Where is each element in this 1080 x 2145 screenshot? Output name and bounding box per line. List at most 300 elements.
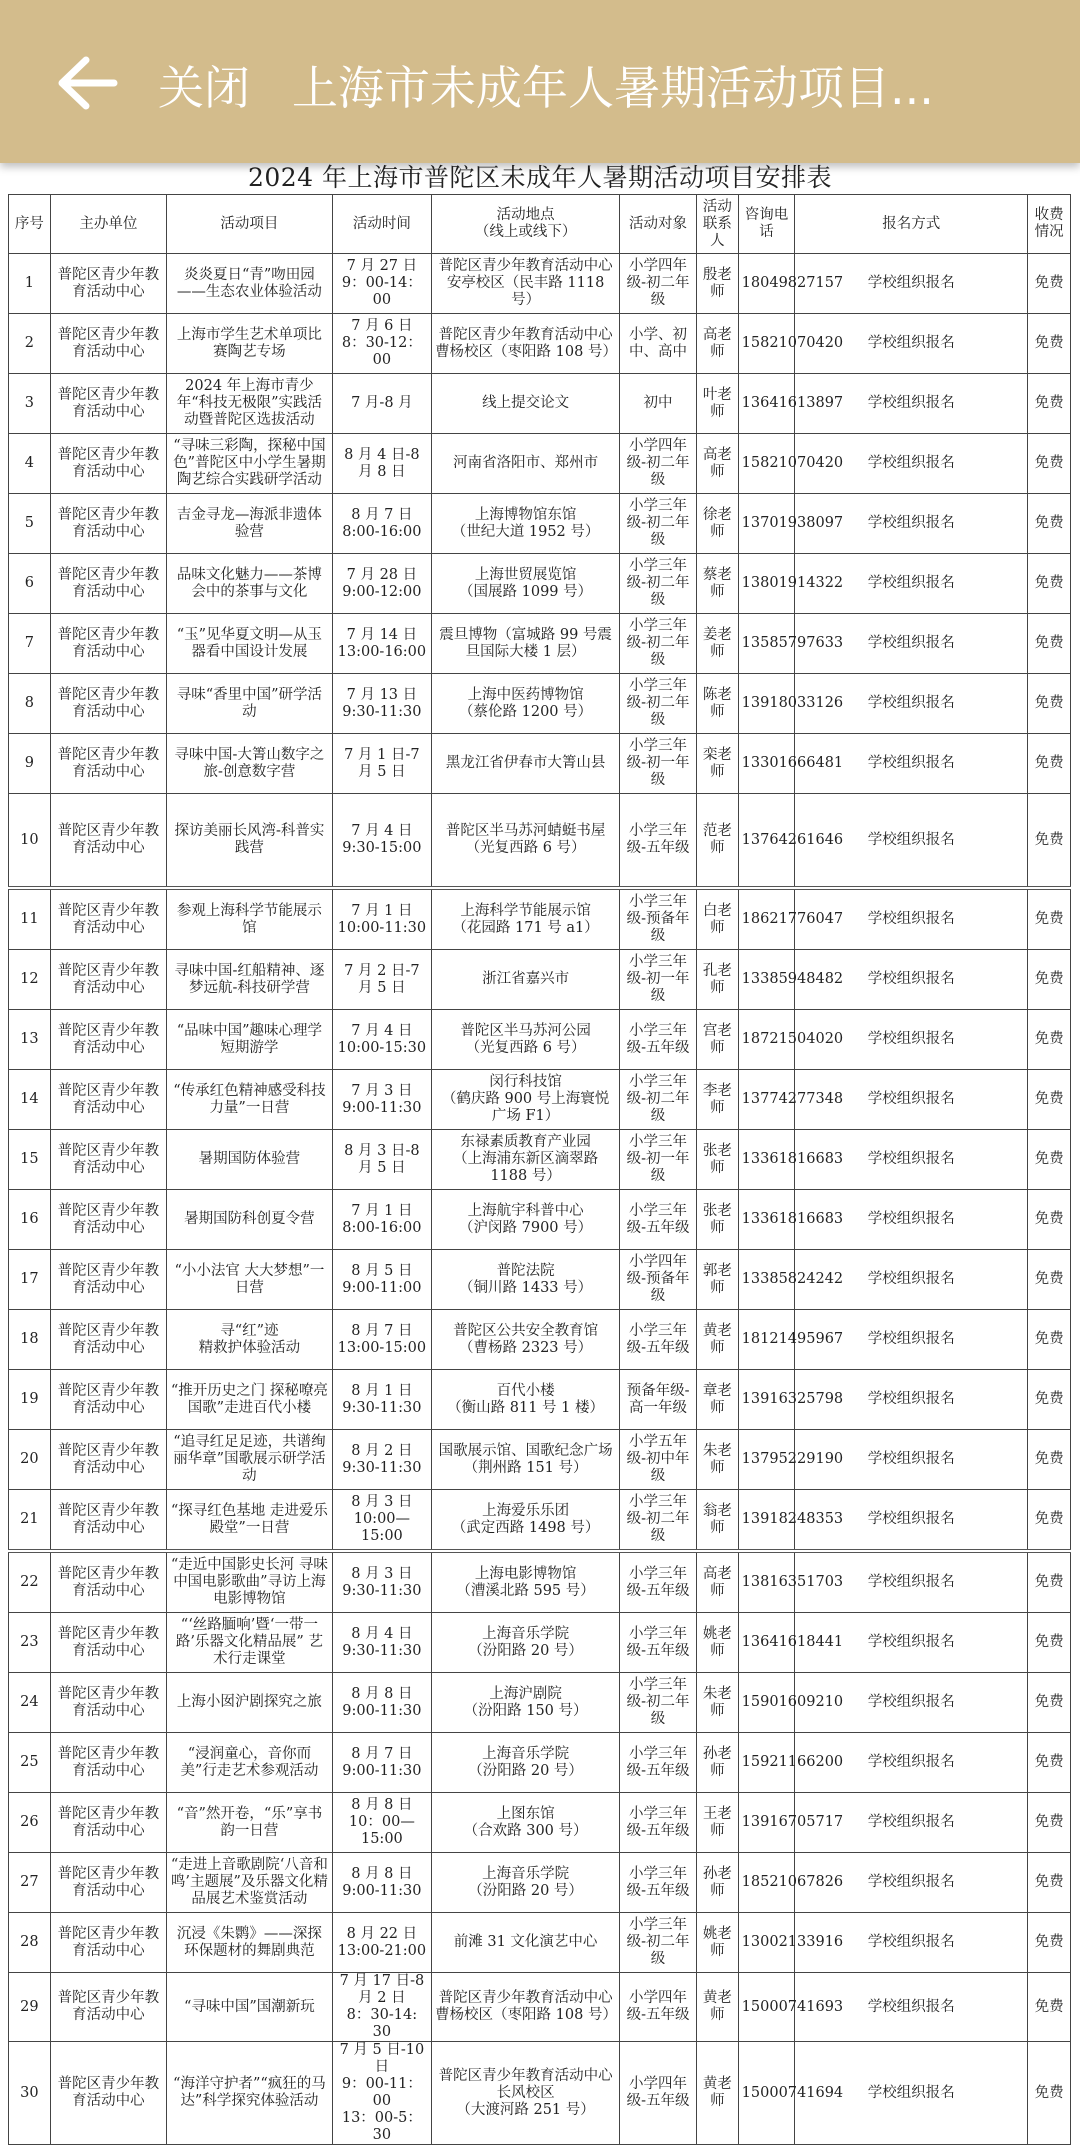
col-signup: 学校组织报名 xyxy=(795,1010,1028,1070)
col-activity: 品味文化魅力——茶博会中的茶事与文化 xyxy=(167,554,333,614)
col-index: 27 xyxy=(9,1853,51,1913)
col-contact: 李老师 xyxy=(697,1070,739,1130)
col-contact: 殷老师 xyxy=(697,254,739,314)
table-row xyxy=(9,494,1071,554)
col-signup: 学校组织报名 xyxy=(795,494,1028,554)
header-col-time: 活动时间 xyxy=(332,195,431,254)
col-activity: 寻味中国-大箐山数字之旅-创意数字营 xyxy=(167,734,333,794)
col-organizer: 普陀区青少年教育活动中心 xyxy=(50,674,166,734)
col-location: 浙江省嘉兴市 xyxy=(432,950,620,1010)
col-organizer: 普陀区青少年教育活动中心 xyxy=(50,1613,166,1673)
col-location: 震旦博物（富城路 99 号震旦国际大楼 1 层） xyxy=(432,614,620,674)
col-fee: 免费 xyxy=(1028,1673,1071,1733)
col-phone: 13385948482 xyxy=(738,950,795,1010)
col-signup: 学校组织报名 xyxy=(795,1490,1028,1552)
col-contact: 姚老师 xyxy=(697,1913,739,1973)
col-contact: 高老师 xyxy=(697,434,739,494)
col-phone: 13816351703 xyxy=(738,1551,795,1613)
col-target: 小学三年级-初二年级 xyxy=(620,1673,697,1733)
col-time: 8 月 3 日 10:00—15:00 xyxy=(332,1490,431,1552)
col-time: 8 月 7 日 13:00-15:00 xyxy=(332,1310,431,1370)
col-contact: 白老师 xyxy=(697,888,739,950)
col-activity: “探寻红色基地 走进爱乐殿堂”一日营 xyxy=(167,1490,333,1552)
col-location: 河南省洛阳市、郑州市 xyxy=(432,434,620,494)
table-row xyxy=(9,614,1071,674)
col-index: 24 xyxy=(9,1673,51,1733)
col-index: 16 xyxy=(9,1190,51,1250)
table-row xyxy=(9,1793,1071,1853)
col-activity: “走进上音歌剧院‘八音和鸣’主题展”及乐器文化精品展艺术鉴赏活动 xyxy=(167,1853,333,1913)
col-contact: 黄老师 xyxy=(697,1973,739,2042)
col-target: 小学三年级-初二年级 xyxy=(620,1913,697,1973)
col-contact: 徐老师 xyxy=(697,494,739,554)
col-phone: 15901609210 xyxy=(738,1673,795,1733)
col-activity: 探访美丽长风湾-科普实践营 xyxy=(167,794,333,889)
col-activity: “‘丝路腼响’暨‘一带一路’乐器文化精品展” 艺术行走课堂 xyxy=(167,1613,333,1673)
table-row xyxy=(9,794,1071,889)
col-target: 小学三年级-初一年级 xyxy=(620,950,697,1010)
col-contact: 张老师 xyxy=(697,1130,739,1190)
col-index: 12 xyxy=(9,950,51,1010)
col-phone: 15000741694 xyxy=(738,2042,795,2145)
col-time: 8 月 2 日 9:30-11:30 xyxy=(332,1430,431,1490)
col-organizer: 普陀区青少年教育活动中心 xyxy=(50,614,166,674)
col-signup: 学校组织报名 xyxy=(795,2042,1028,2145)
col-phone: 15821070420 xyxy=(738,434,795,494)
col-phone: 13916705717 xyxy=(738,1793,795,1853)
col-location: 普陀区青少年教育活动中心安亭校区（民丰路 1118 号） xyxy=(432,254,620,314)
col-signup: 学校组织报名 xyxy=(795,1913,1028,1973)
col-target: 小学三年级-五年级 xyxy=(620,1793,697,1853)
col-phone: 13918248353 xyxy=(738,1490,795,1552)
col-location: 普陀区半马苏河公园 （光复西路 6 号） xyxy=(432,1010,620,1070)
col-target: 小学三年级-五年级 xyxy=(620,1010,697,1070)
col-index: 30 xyxy=(9,2042,51,2145)
back-arrow-icon[interactable] xyxy=(52,50,122,116)
col-signup: 学校组织报名 xyxy=(795,888,1028,950)
col-fee: 免费 xyxy=(1028,1130,1071,1190)
col-location: 上海音乐学院 （汾阳路 20 号） xyxy=(432,1613,620,1673)
document-title: 2024 年上海市普陀区未成年人暑期活动项目安排表 xyxy=(247,163,833,192)
col-index: 23 xyxy=(9,1613,51,1673)
col-contact: 孙老师 xyxy=(697,1733,739,1793)
col-activity: 暑期国防科创夏令营 xyxy=(167,1190,333,1250)
col-location: 上海音乐学院 （汾阳路 20 号） xyxy=(432,1733,620,1793)
col-fee: 免费 xyxy=(1028,1250,1071,1310)
col-phone: 18049827157 xyxy=(738,254,795,314)
col-fee: 免费 xyxy=(1028,1310,1071,1370)
table-row xyxy=(9,1613,1071,1673)
col-organizer: 普陀区青少年教育活动中心 xyxy=(50,1973,166,2042)
col-fee: 免费 xyxy=(1028,494,1071,554)
col-organizer: 普陀区青少年教育活动中心 xyxy=(50,1551,166,1613)
col-index: 29 xyxy=(9,1973,51,2042)
col-contact: 朱老师 xyxy=(697,1673,739,1733)
table-row xyxy=(9,1310,1071,1370)
table-row xyxy=(9,1913,1071,1973)
col-organizer: 普陀区青少年教育活动中心 xyxy=(50,1430,166,1490)
col-target: 小学三年级-初二年级 xyxy=(620,1070,697,1130)
col-time: 8 月 1 日 9:30-11:30 xyxy=(332,1370,431,1430)
col-phone: 13641613897 xyxy=(738,374,795,434)
col-signup: 学校组织报名 xyxy=(795,1250,1028,1310)
col-phone: 18721504020 xyxy=(738,1010,795,1070)
table-row xyxy=(9,1973,1071,2042)
col-time: 8 月 5 日 9:00-11:00 xyxy=(332,1250,431,1310)
col-organizer: 普陀区青少年教育活动中心 xyxy=(50,1310,166,1370)
col-fee: 免费 xyxy=(1028,614,1071,674)
col-time: 7 月 5 日-10 日 9：00-11：00 13：00-5：30 xyxy=(332,2042,431,2145)
col-target: 小学三年级-预备年级 xyxy=(620,888,697,950)
col-organizer: 普陀区青少年教育活动中心 xyxy=(50,1793,166,1853)
col-index: 2 xyxy=(9,314,51,374)
col-location: 普陀区青少年教育活动中心曹杨校区（枣阳路 108 号） xyxy=(432,1973,620,2042)
col-time: 8 月 8 日 10：00—15:00 xyxy=(332,1793,431,1853)
col-location: 普陀区公共安全教育馆 （曹杨路 2323 号） xyxy=(432,1310,620,1370)
col-location: 上海科学节能展示馆 （花园路 171 号 a1） xyxy=(432,888,620,950)
table-row xyxy=(9,1733,1071,1793)
col-fee: 免费 xyxy=(1028,1070,1071,1130)
col-target: 初中 xyxy=(620,374,697,434)
col-contact: 蔡老师 xyxy=(697,554,739,614)
col-phone: 13361816683 xyxy=(738,1130,795,1190)
col-target: 小学三年级-五年级 xyxy=(620,1190,697,1250)
document-viewer[interactable] xyxy=(0,163,1080,2143)
col-signup: 学校组织报名 xyxy=(795,1673,1028,1733)
col-target: 小学、初中、高中 xyxy=(620,314,697,374)
col-target: 小学三年级-五年级 xyxy=(620,1613,697,1673)
col-time: 8 月 3 日 9:30-11:30 xyxy=(332,1551,431,1613)
col-organizer: 普陀区青少年教育活动中心 xyxy=(50,1010,166,1070)
col-location: 普陀区半马苏河蜻蜓书屋 （光复西路 6 号） xyxy=(432,794,620,889)
col-fee: 免费 xyxy=(1028,1010,1071,1070)
col-fee: 免费 xyxy=(1028,1973,1071,2042)
col-organizer: 普陀区青少年教育活动中心 xyxy=(50,734,166,794)
col-target: 小学三年级-五年级 xyxy=(620,1551,697,1613)
col-signup: 学校组织报名 xyxy=(795,1551,1028,1613)
table-row xyxy=(9,1673,1071,1733)
col-index: 11 xyxy=(9,888,51,950)
col-organizer: 普陀区青少年教育活动中心 xyxy=(50,434,166,494)
col-activity: “推开历史之门 探秘嘹亮国歌”走进百代小楼 xyxy=(167,1370,333,1430)
table-row xyxy=(9,314,1071,374)
col-time: 7 月 4 日 9:30-15:00 xyxy=(332,794,431,889)
table-row xyxy=(9,1551,1071,1613)
col-fee: 免费 xyxy=(1028,1430,1071,1490)
col-contact: 黄老师 xyxy=(697,1310,739,1370)
col-signup: 学校组织报名 xyxy=(795,1733,1028,1793)
col-signup: 学校组织报名 xyxy=(795,1613,1028,1673)
col-index: 8 xyxy=(9,674,51,734)
col-time: 8 月 7 日 8:00-16:00 xyxy=(332,494,431,554)
col-signup: 学校组织报名 xyxy=(795,554,1028,614)
col-phone: 13795229190 xyxy=(738,1430,795,1490)
col-time: 7 月 14 日 13:00-16:00 xyxy=(332,614,431,674)
activity-table xyxy=(8,194,1071,2145)
col-index: 20 xyxy=(9,1430,51,1490)
col-organizer: 普陀区青少年教育活动中心 xyxy=(50,950,166,1010)
col-target: 小学三年级-初二年级 xyxy=(620,494,697,554)
col-signup: 学校组织报名 xyxy=(795,794,1028,889)
col-signup: 学校组织报名 xyxy=(795,1430,1028,1490)
col-signup: 学校组织报名 xyxy=(795,614,1028,674)
col-signup: 学校组织报名 xyxy=(795,374,1028,434)
col-organizer: 普陀区青少年教育活动中心 xyxy=(50,888,166,950)
col-time: 7 月 1 日 10:00-11:30 xyxy=(332,888,431,950)
col-target: 小学三年级-五年级 xyxy=(620,1733,697,1793)
col-organizer: 普陀区青少年教育活动中心 xyxy=(50,1490,166,1552)
col-index: 4 xyxy=(9,434,51,494)
col-organizer: 普陀区青少年教育活动中心 xyxy=(50,1733,166,1793)
col-fee: 免费 xyxy=(1028,254,1071,314)
col-activity: “走近中国影史长河 寻味中国电影歌曲”寻访上海电影博物馆 xyxy=(167,1551,333,1613)
col-organizer: 普陀区青少年教育活动中心 xyxy=(50,494,166,554)
col-phone: 13916325798 xyxy=(738,1370,795,1430)
col-index: 5 xyxy=(9,494,51,554)
col-time: 7 月 3 日 9:00-11:30 xyxy=(332,1070,431,1130)
col-contact: 姚老师 xyxy=(697,1613,739,1673)
col-signup: 学校组织报名 xyxy=(795,1310,1028,1370)
header-col-location: 活动地点 （线上或线下） xyxy=(432,195,620,254)
col-phone: 13918033126 xyxy=(738,674,795,734)
header-col-target: 活动对象 xyxy=(620,195,697,254)
col-contact: 王老师 xyxy=(697,1793,739,1853)
col-activity: 寻“红”迹 精救护体验活动 xyxy=(167,1310,333,1370)
col-phone: 13361816683 xyxy=(738,1190,795,1250)
col-activity: 寻味中国-红船精神、逐梦远航-科技研学营 xyxy=(167,950,333,1010)
col-time: 7 月 1 日 8:00-16:00 xyxy=(332,1190,431,1250)
col-signup: 学校组织报名 xyxy=(795,1070,1028,1130)
col-contact: 张老师 xyxy=(697,1190,739,1250)
col-phone: 18621776047 xyxy=(738,888,795,950)
col-fee: 免费 xyxy=(1028,950,1071,1010)
header-col-contact: 活动联系人 xyxy=(697,195,739,254)
col-location: 百代小楼 （衡山路 811 号 1 楼） xyxy=(432,1370,620,1430)
col-organizer: 普陀区青少年教育活动中心 xyxy=(50,1190,166,1250)
col-contact: 姜老师 xyxy=(697,614,739,674)
col-location: 线上提交论文 xyxy=(432,374,620,434)
table-row xyxy=(9,1370,1071,1430)
col-contact: 宫老师 xyxy=(697,1010,739,1070)
header-col-fee: 收费情况 xyxy=(1028,195,1071,254)
col-index: 21 xyxy=(9,1490,51,1552)
col-index: 25 xyxy=(9,1733,51,1793)
col-target: 小学四年级-五年级 xyxy=(620,1973,697,2042)
col-fee: 免费 xyxy=(1028,2042,1071,2145)
col-index: 3 xyxy=(9,374,51,434)
col-target: 小学三年级-五年级 xyxy=(620,1310,697,1370)
col-time: 8 月 4 日-8 月 8 日 xyxy=(332,434,431,494)
col-organizer: 普陀区青少年教育活动中心 xyxy=(50,1250,166,1310)
table-row xyxy=(9,1070,1071,1130)
col-target: 小学三年级-初二年级 xyxy=(620,614,697,674)
col-phone: 13764261646 xyxy=(738,794,795,889)
table-row xyxy=(9,734,1071,794)
table-row xyxy=(9,2042,1071,2145)
col-target: 小学五年级-初中年级 xyxy=(620,1430,697,1490)
col-location: 黑龙江省伊春市大箐山县 xyxy=(432,734,620,794)
col-index: 9 xyxy=(9,734,51,794)
table-row xyxy=(9,950,1071,1010)
col-organizer: 普陀区青少年教育活动中心 xyxy=(50,2042,166,2145)
col-location: 上海电影博物馆 （漕溪北路 595 号） xyxy=(432,1551,620,1613)
col-location: 闵行科技馆 （鹤庆路 900 号上海寰悦广场 F1） xyxy=(432,1070,620,1130)
col-organizer: 普陀区青少年教育活动中心 xyxy=(50,1913,166,1973)
col-activity: 寻味“香里中国”研学活动 xyxy=(167,674,333,734)
col-phone: 13002133916 xyxy=(738,1913,795,1973)
col-target: 小学三年级-初一年级 xyxy=(620,734,697,794)
col-index: 10 xyxy=(9,794,51,889)
col-target: 小学四年级-初二年级 xyxy=(620,254,697,314)
table-row xyxy=(9,434,1071,494)
col-index: 14 xyxy=(9,1070,51,1130)
col-signup: 学校组织报名 xyxy=(795,1853,1028,1913)
col-fee: 免费 xyxy=(1028,1793,1071,1853)
col-time: 8 月 8 日 9:00-11:30 xyxy=(332,1853,431,1913)
page-title: 上海市未成年人暑期活动项目... xyxy=(292,61,934,115)
col-contact: 孔老师 xyxy=(697,950,739,1010)
col-organizer: 普陀区青少年教育活动中心 xyxy=(50,374,166,434)
col-time: 7 月 2 日-7 月 5 日 xyxy=(332,950,431,1010)
col-signup: 学校组织报名 xyxy=(795,950,1028,1010)
col-index: 18 xyxy=(9,1310,51,1370)
col-phone: 18121495967 xyxy=(738,1310,795,1370)
col-time: 7 月 27 日 9：00-14：00 xyxy=(332,254,431,314)
col-contact: 黄老师 xyxy=(697,2042,739,2145)
col-index: 7 xyxy=(9,614,51,674)
col-target: 小学三年级-初二年级 xyxy=(620,1490,697,1552)
col-fee: 免费 xyxy=(1028,1913,1071,1973)
table-row xyxy=(9,1490,1071,1552)
col-time: 7 月 13 日 9:30-11:30 xyxy=(332,674,431,734)
col-fee: 免费 xyxy=(1028,674,1071,734)
col-activity: “海洋守护者”“疯狂的马达”科学探究体验活动 xyxy=(167,2042,333,2145)
col-fee: 免费 xyxy=(1028,434,1071,494)
col-time: 8 月 3 日-8 月 5 日 xyxy=(332,1130,431,1190)
col-signup: 学校组织报名 xyxy=(795,1793,1028,1853)
col-location: 东禄素质教育产业园 （上海浦东新区滴翠路 1188 号） xyxy=(432,1130,620,1190)
col-index: 13 xyxy=(9,1010,51,1070)
col-index: 6 xyxy=(9,554,51,614)
col-activity: 炎炎夏日“青”吻田园——生态农业体验活动 xyxy=(167,254,333,314)
col-organizer: 普陀区青少年教育活动中心 xyxy=(50,554,166,614)
col-activity: “玉”见华夏文明—从玉器看中国设计发展 xyxy=(167,614,333,674)
col-target: 小学四年级-初二年级 xyxy=(620,434,697,494)
col-fee: 免费 xyxy=(1028,1733,1071,1793)
table-row xyxy=(9,1010,1071,1070)
header-col-organizer: 主办单位 xyxy=(50,195,166,254)
table-row xyxy=(9,1250,1071,1310)
col-fee: 免费 xyxy=(1028,1370,1071,1430)
col-activity: 参观上海科学节能展示馆 xyxy=(167,888,333,950)
col-target: 小学三年级-五年级 xyxy=(620,794,697,889)
col-organizer: 普陀区青少年教育活动中心 xyxy=(50,794,166,889)
col-location: 上海世贸展览馆 （国展路 1099 号） xyxy=(432,554,620,614)
col-organizer: 普陀区青少年教育活动中心 xyxy=(50,1853,166,1913)
col-fee: 免费 xyxy=(1028,1613,1071,1673)
col-phone: 18521067826 xyxy=(738,1853,795,1913)
table-row xyxy=(9,374,1071,434)
col-location: 上海航宇科普中心 （沪闵路 7900 号） xyxy=(432,1190,620,1250)
table-row xyxy=(9,1853,1071,1913)
col-time: 8 月 22 日 13:00-21:00 xyxy=(332,1913,431,1973)
col-activity: “小小法官 大大梦想”一日营 xyxy=(167,1250,333,1310)
col-phone: 13641618441 xyxy=(738,1613,795,1673)
col-phone: 13774277348 xyxy=(738,1070,795,1130)
col-activity: “追寻红足足迹，共谱绚丽华章”国歌展示研学活动 xyxy=(167,1430,333,1490)
col-activity: 上海小囡沪剧探究之旅 xyxy=(167,1673,333,1733)
col-fee: 免费 xyxy=(1028,794,1071,889)
col-contact: 郭老师 xyxy=(697,1250,739,1310)
col-contact: 高老师 xyxy=(697,314,739,374)
header-col-index: 序号 xyxy=(9,195,51,254)
col-fee: 免费 xyxy=(1028,554,1071,614)
col-target: 小学三年级-五年级 xyxy=(620,1853,697,1913)
col-contact: 陈老师 xyxy=(697,674,739,734)
col-phone: 13701938097 xyxy=(738,494,795,554)
col-location: 上海博物馆东馆 （世纪大道 1952 号） xyxy=(432,494,620,554)
col-time: 7 月 1 日-7 月 5 日 xyxy=(332,734,431,794)
col-index: 15 xyxy=(9,1130,51,1190)
col-time: 8 月 8 日 9:00-11:30 xyxy=(332,1673,431,1733)
col-fee: 免费 xyxy=(1028,734,1071,794)
col-contact: 范老师 xyxy=(697,794,739,889)
col-phone: 13801914322 xyxy=(738,554,795,614)
table-row xyxy=(9,254,1071,314)
col-organizer: 普陀区青少年教育活动中心 xyxy=(50,1070,166,1130)
col-signup: 学校组织报名 xyxy=(795,1973,1028,2042)
col-phone: 15921166200 xyxy=(738,1733,795,1793)
col-activity: “音”然开卷，“乐”享书韵一日营 xyxy=(167,1793,333,1853)
col-index: 28 xyxy=(9,1913,51,1973)
col-location: 上海中医药博物馆 （蔡伦路 1200 号） xyxy=(432,674,620,734)
col-fee: 免费 xyxy=(1028,1853,1071,1913)
col-location: 普陀区青少年教育活动中心长风校区 （大渡河路 251 号） xyxy=(432,2042,620,2145)
col-phone: 13385824242 xyxy=(738,1250,795,1310)
col-index: 1 xyxy=(9,254,51,314)
col-contact: 叶老师 xyxy=(697,374,739,434)
col-activity: “寻味三彩陶，探秘中国色”普陀区中小学生暑期陶艺综合实践研学活动 xyxy=(167,434,333,494)
table-row xyxy=(9,1430,1071,1490)
header-col-activity: 活动项目 xyxy=(167,195,333,254)
col-time: 8 月 7 日 9:00-11:30 xyxy=(332,1733,431,1793)
col-location: 上图东馆 （合欢路 300 号） xyxy=(432,1793,620,1853)
col-location: 普陀法院 （铜川路 1433 号） xyxy=(432,1250,620,1310)
col-phone: 13585797633 xyxy=(738,614,795,674)
col-activity: 暑期国防体验营 xyxy=(167,1130,333,1190)
col-fee: 免费 xyxy=(1028,314,1071,374)
close-button[interactable]: 关闭 xyxy=(158,61,250,115)
col-target: 小学四年级-预备年级 xyxy=(620,1250,697,1310)
col-signup: 学校组织报名 xyxy=(795,1130,1028,1190)
col-activity: 2024 年上海市青少年“科技无极限”实践活动暨普陀区选拔活动 xyxy=(167,374,333,434)
col-contact: 翁老师 xyxy=(697,1490,739,1552)
table-row xyxy=(9,554,1071,614)
col-phone: 13301666481 xyxy=(738,734,795,794)
col-signup: 学校组织报名 xyxy=(795,1190,1028,1250)
table-header-row xyxy=(9,195,1071,254)
col-signup: 学校组织报名 xyxy=(795,734,1028,794)
col-target: 小学四年级-五年级 xyxy=(620,2042,697,2145)
table-row xyxy=(9,1130,1071,1190)
col-index: 26 xyxy=(9,1793,51,1853)
col-contact: 栾老师 xyxy=(697,734,739,794)
header-col-phone: 咨询电话 xyxy=(738,195,795,254)
col-location: 上海爱乐乐团 （武定西路 1498 号） xyxy=(432,1490,620,1552)
col-activity: “浸润童心，音你而美”行走艺术参观活动 xyxy=(167,1733,333,1793)
col-location: 国歌展示馆、国歌纪念广场 （荆州路 151 号） xyxy=(432,1430,620,1490)
table-row xyxy=(9,674,1071,734)
